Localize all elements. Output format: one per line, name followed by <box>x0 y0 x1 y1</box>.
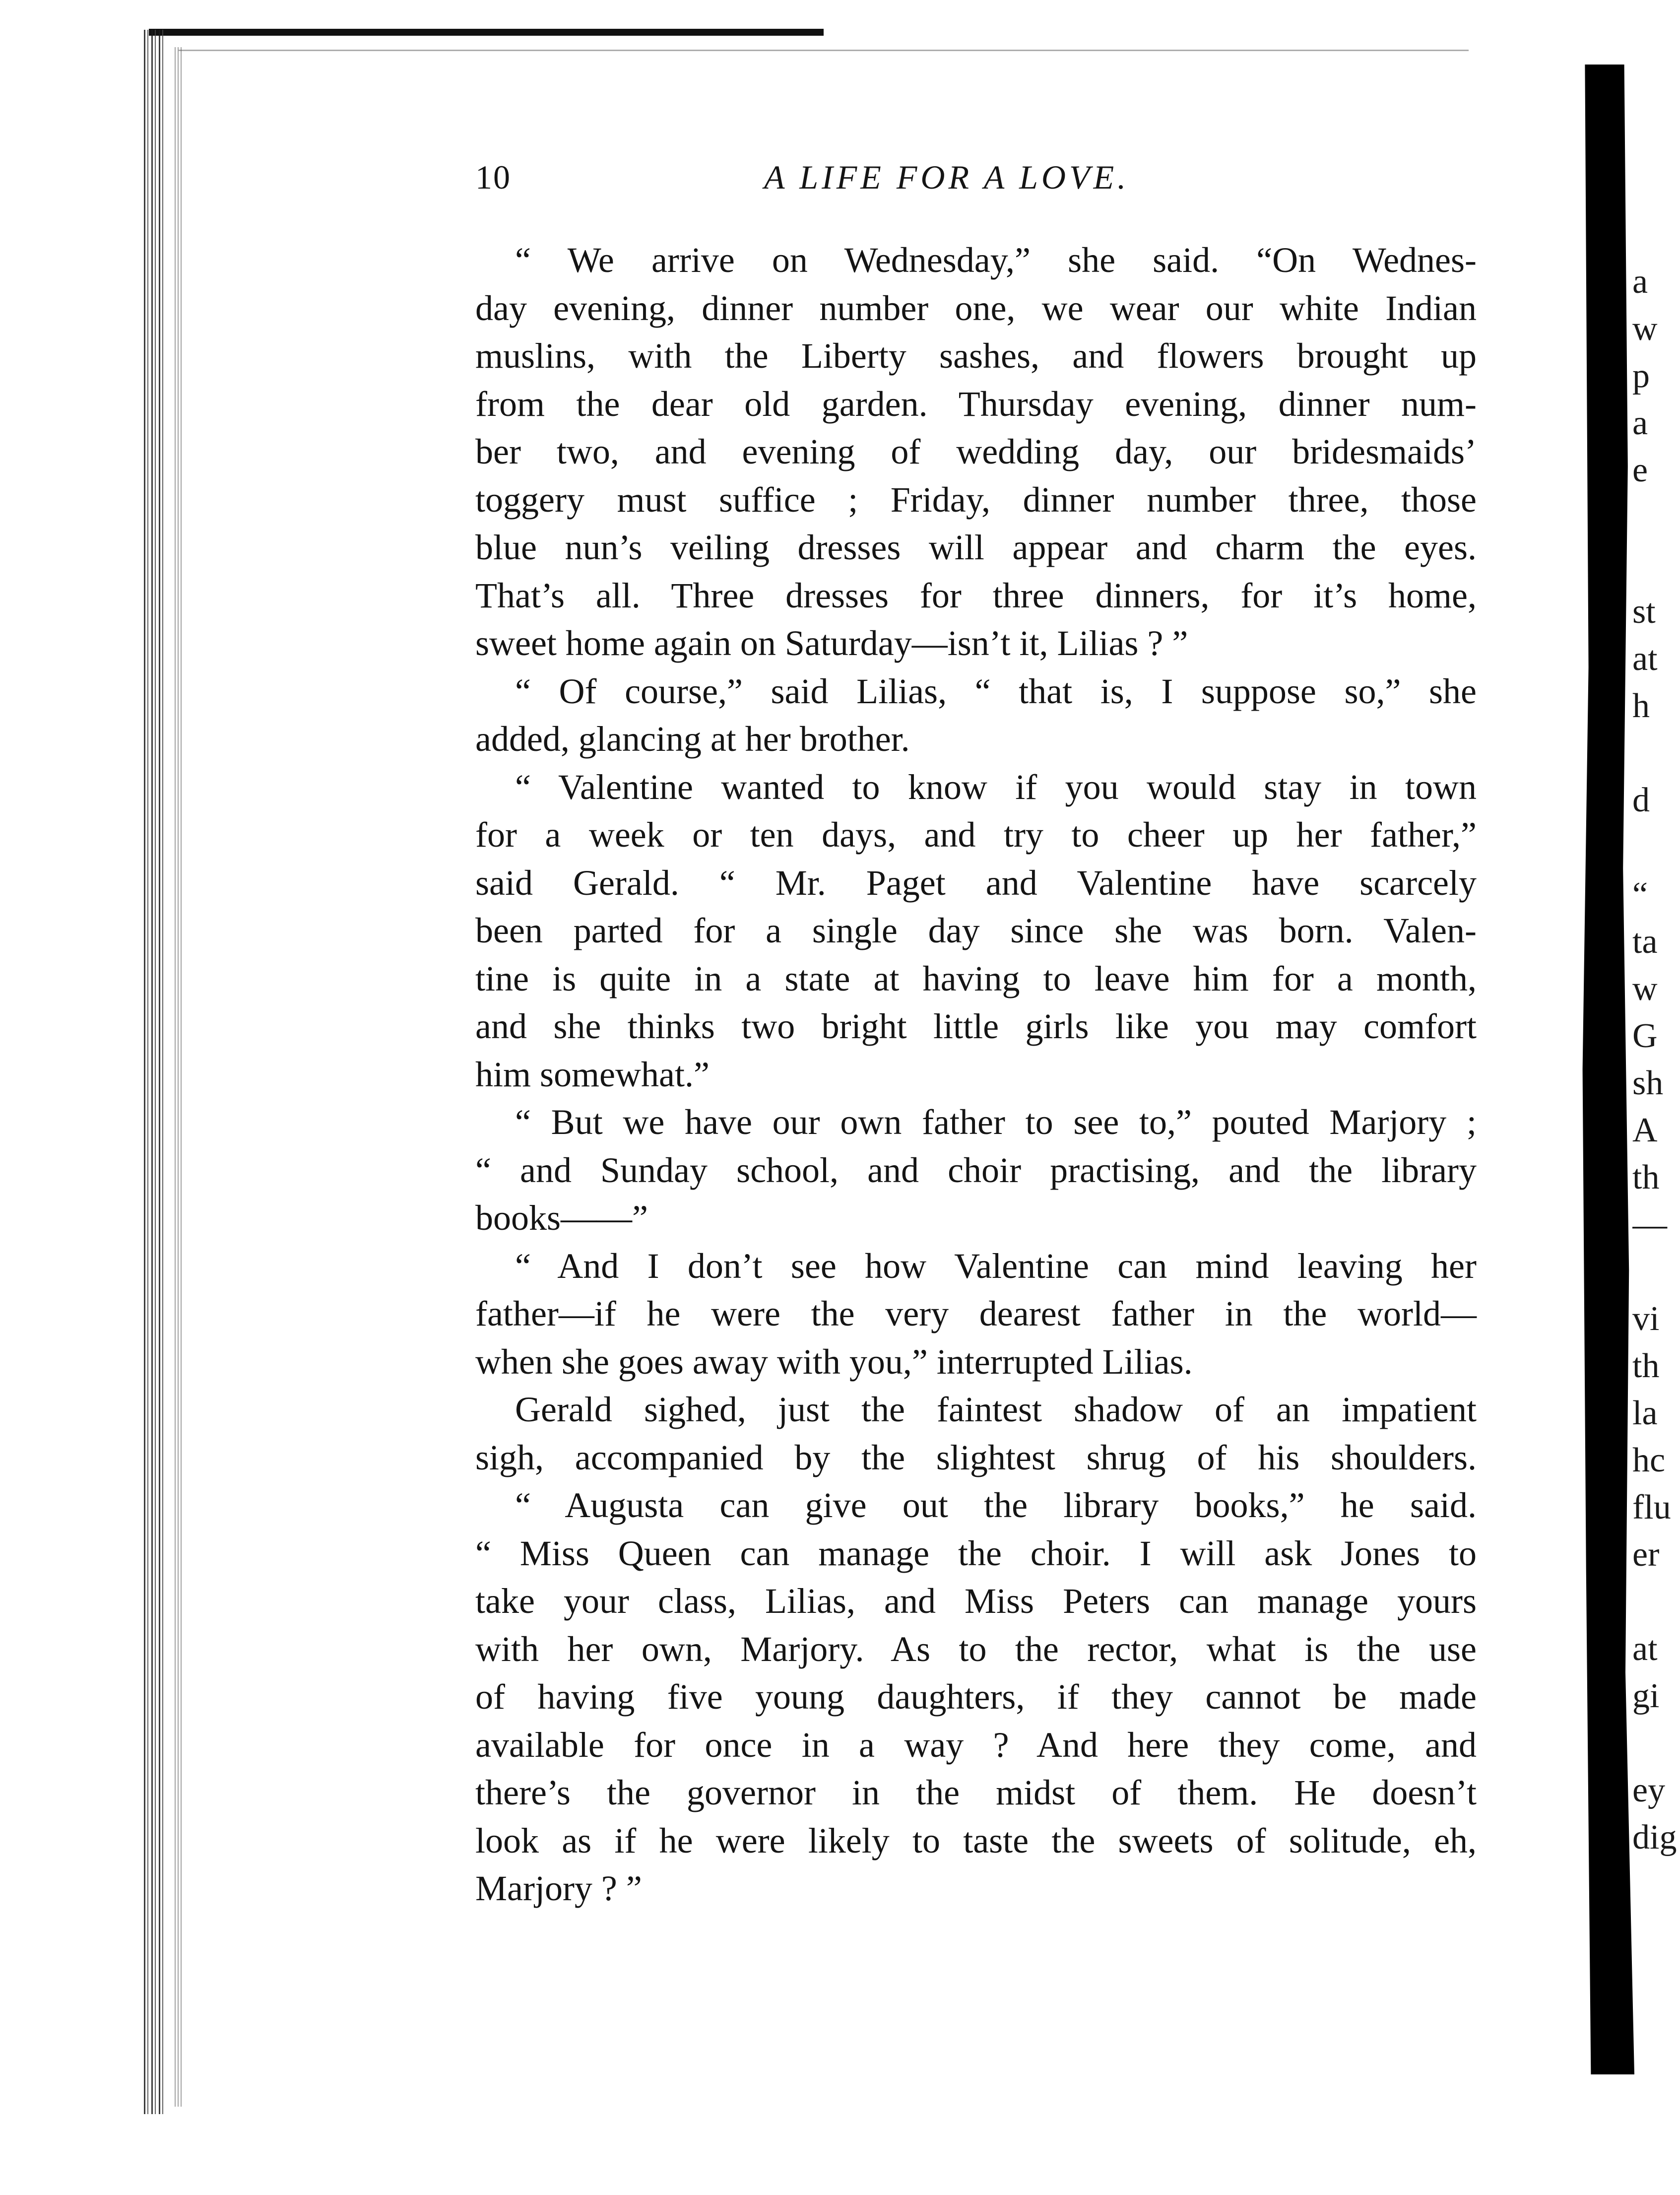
text-line: for a week or ten days, and try to cheer up her father,” <box>475 815 1477 855</box>
text-line: day evening, dinner number one, we wear our white Indian <box>475 288 1477 328</box>
neighbor-page-fragment: at <box>1632 640 1658 678</box>
text-line: “ And I don’t see how Valentine can mind leaving her <box>515 1246 1477 1286</box>
text-line: him somewhat.” <box>475 1054 710 1094</box>
neighbor-page-fragment: d <box>1632 781 1650 819</box>
neighbor-page-fragment: flu <box>1632 1488 1671 1527</box>
neighbor-page-fragment: st <box>1632 593 1656 631</box>
neighbor-page-fragment: dig <box>1632 1818 1677 1857</box>
text-line: father—if he were the very dearest father in the world— <box>475 1294 1477 1333</box>
text-line: ber two, and evening of wedding day, our bridesmaids’ <box>475 432 1477 471</box>
neighbor-page-fragment: la <box>1632 1394 1658 1432</box>
neighbor-page-fragment: at <box>1632 1630 1658 1668</box>
scan-binding-edge-inner <box>175 47 184 2107</box>
text-line: and she thinks two bright little girls like you may comfort <box>475 1006 1477 1046</box>
neighbor-page-fragment: “ <box>1632 875 1648 914</box>
neighbor-page-fragment: th <box>1632 1158 1660 1197</box>
neighbor-page-fragment: — <box>1632 1205 1667 1244</box>
neighbor-page-fragment <box>1632 1578 1680 1625</box>
text-line: when she goes away with you,” interrupted Lilias. <box>475 1341 1193 1382</box>
text-line: available for once in a way ? And here they come, and <box>475 1725 1477 1765</box>
text-line: toggery must suffice ; Friday, dinner number three, those <box>475 479 1477 520</box>
scan-gutter-shadow <box>1578 65 1637 2074</box>
scan-top-edge <box>149 29 824 36</box>
neighbor-page-fragment: th <box>1632 1347 1660 1385</box>
text-line: said Gerald. “ Mr. Paget and Valentine have scarcely <box>475 863 1477 903</box>
neighbor-page-fragment <box>1632 824 1680 871</box>
text-line: Gerald sighed, just the faintest shadow of an impatient <box>515 1390 1477 1429</box>
neighbor-page-fragment: e <box>1632 451 1648 489</box>
text-line: been parted for a single day since she was born. Valen- <box>475 911 1477 950</box>
neighbor-page-fragment <box>1632 1720 1680 1767</box>
text-line: blue nun’s veiling dresses will appear and charm the eyes. <box>475 528 1477 567</box>
neighbor-page-fragment: G <box>1632 1017 1658 1055</box>
text-line: take your class, Lilias, and Miss Peters can manage yours <box>475 1581 1477 1621</box>
neighbor-page-fragment <box>1632 494 1680 541</box>
neighbor-page-fragment: ey <box>1632 1771 1666 1809</box>
scan-binding-edge <box>144 30 166 2114</box>
neighbor-page-fragment: er <box>1632 1535 1660 1574</box>
page-number: 10 <box>475 158 511 196</box>
neighbor-page-fragment: p <box>1632 357 1650 395</box>
text-line: books——” <box>475 1198 648 1238</box>
neighbor-page-fragment: a <box>1632 263 1648 301</box>
neighbor-page-fragment: vi <box>1632 1300 1660 1338</box>
text-line: “ Augusta can give out the library books,” he said. <box>515 1485 1477 1525</box>
text-line: sigh, accompanied by the slightest shrug of his shoulders. <box>475 1437 1477 1477</box>
neighbor-page-fragment: gi <box>1632 1677 1660 1715</box>
neighbor-page-fragment: A <box>1632 1111 1658 1149</box>
neighbor-page-fragment: ta <box>1632 923 1658 961</box>
neighbor-page-fragment <box>1632 1248 1680 1295</box>
scan-top-rule <box>179 50 1469 51</box>
neighbor-page-fragment: sh <box>1632 1064 1664 1102</box>
text-line: “ and Sunday school, and choir practising, and the library <box>475 1150 1477 1190</box>
neighbor-page-fragment <box>1632 541 1680 588</box>
text-line: sweet home again on Saturday—isn’t it, Lilias ? ” <box>475 623 1188 663</box>
neighbor-page-fragment: w <box>1632 970 1658 1008</box>
text-line: That’s all. Three dresses for three dinners, for it’s home, <box>475 575 1477 615</box>
text-line: “ Miss Queen can manage the choir. I will ask Jones to <box>475 1533 1477 1573</box>
text-line: added, glancing at her brother. <box>475 719 910 759</box>
neighbor-page-fragment: a <box>1632 404 1648 442</box>
neighbor-page-fragment: h <box>1632 687 1650 725</box>
neighbor-page-fragment <box>1632 730 1680 777</box>
text-line: from the dear old garden. Thursday evening, dinner num- <box>475 384 1477 424</box>
running-title: A LIFE FOR A LOVE. <box>764 158 1130 196</box>
text-line: look as if he were likely to taste the sweets of solitude, eh, <box>475 1820 1477 1861</box>
text-line: of having five young daughters, if they cannot be made <box>475 1677 1477 1717</box>
text-line: there’s the governor in the midst of them. He doesn’t <box>475 1773 1477 1812</box>
text-line: “ We arrive on Wednesday,” she said. “On Wednes- <box>515 240 1477 280</box>
text-line: with her own, Marjory. As to the rector, what is the use <box>475 1629 1477 1669</box>
neighbor-page-fragment: hc <box>1632 1441 1666 1479</box>
text-line: tine is quite in a state at having to leave him for a month, <box>475 958 1477 998</box>
neighbor-page-strip <box>1632 258 1680 2084</box>
text-line: Marjory ? ” <box>475 1868 642 1908</box>
text-line: “ But we have our own father to see to,” pouted Marjory ; <box>515 1102 1477 1142</box>
text-line: muslins, with the Liberty sashes, and flowers brought up <box>475 336 1477 376</box>
neighbor-page-fragment: w <box>1632 310 1658 348</box>
page-body <box>475 236 1477 1913</box>
text-line: “ Valentine wanted to know if you would stay in town <box>515 767 1477 807</box>
text-line: “ Of course,” said Lilias, “ that is, I suppose so,” she <box>515 671 1477 711</box>
